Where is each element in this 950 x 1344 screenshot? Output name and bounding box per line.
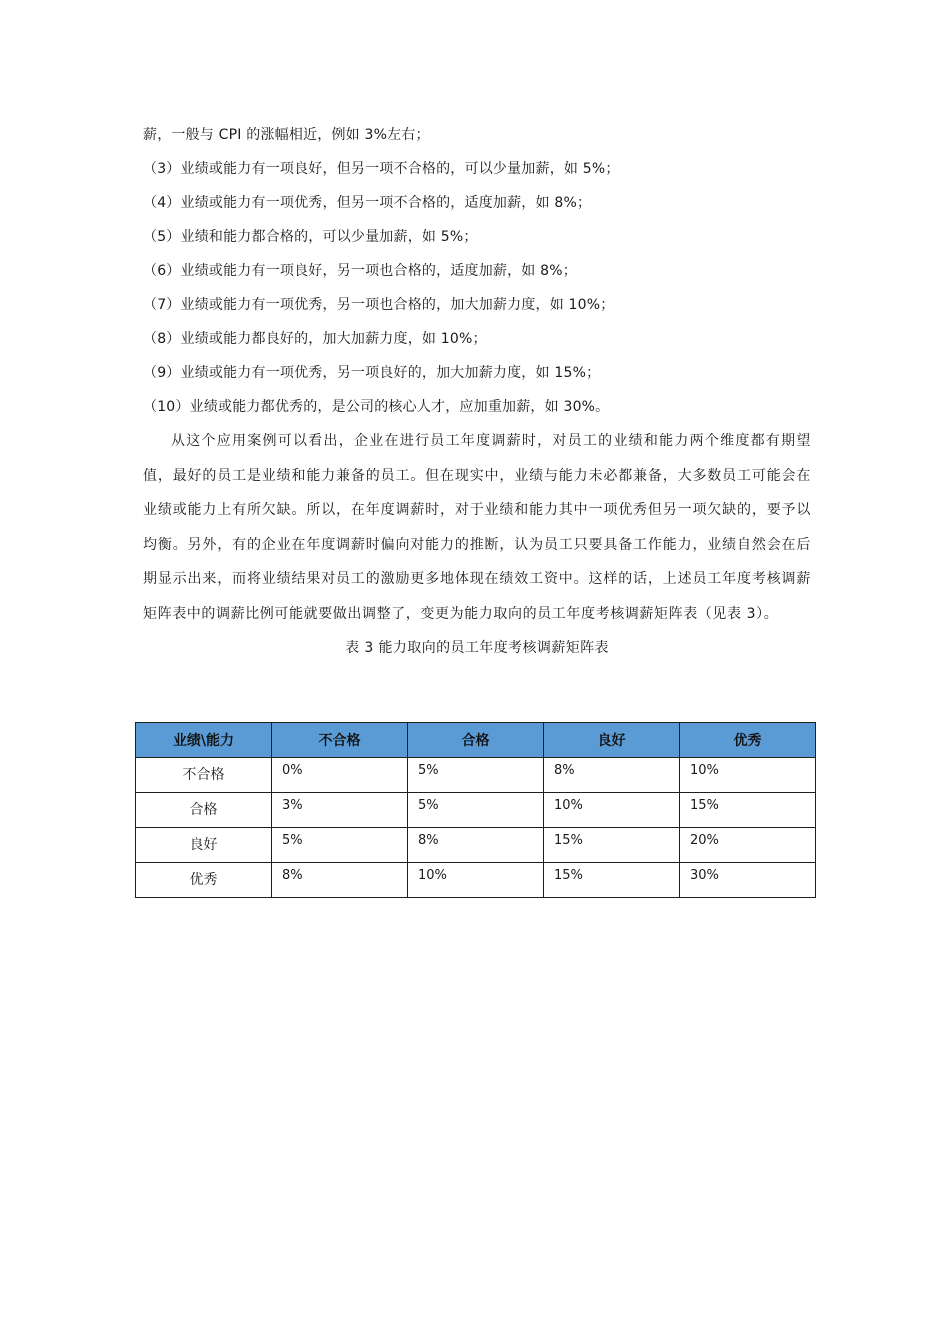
table-row [136, 863, 816, 898]
table-cell: 5% [408, 793, 544, 828]
table-cell: 8% [544, 758, 680, 793]
table-caption: 表 3 能力取向的员工年度考核调薪矩阵表 [345, 640, 609, 656]
header-cell-good: 良好 [544, 723, 680, 758]
analysis-paragraph: 从这个应用案例可以看出，企业在进行员工年度调薪时，对员工的业绩和能力两个维度都有期望值，最好的员工是业绩和能力兼备的员工。但在现实中，业绩与能力未必都兼备，大多数员工可能会在业绩或能力上有所欠缺。所以，在年度调薪时，对于业绩和能力其中一项优秀但另一项欠缺的，要予以均衡。另外，有的企业在年度调薪时偏向对能力的推断，认为员工只要具备工作能力，业绩自然会在后期显示出来，而将业绩结果对员工的激励更多地体现在绩效工资中。这样的话，上述员工年度考核调薪矩阵表中的调薪比例可能就要做出调整了，变更为能力取向的员工年度考核调薪矩阵表（见表 3）。 [143, 433, 811, 622]
list-item-5: （5）业绩和能力都合格的，可以少量加薪，如 5%； [143, 229, 478, 245]
table-row [136, 828, 816, 863]
header-cell-corner: 业绩\能力 [136, 723, 272, 758]
table-row [136, 758, 816, 793]
header-cell-unqualified: 不合格 [272, 723, 408, 758]
header-cell-excellent: 优秀 [680, 723, 816, 758]
list-item-9: （9）业绩或能力有一项优秀，另一项良好的，加大加薪力度，如 15%； [143, 365, 601, 381]
table-cell: 15% [544, 828, 680, 863]
table-cell: 20% [680, 828, 816, 863]
list-item-10: （10）业绩或能力都优秀的，是公司的核心人才，应加重加薪，如 30%。 [143, 399, 610, 415]
table-cell: 15% [544, 863, 680, 898]
row-label: 优秀 [136, 863, 272, 898]
list-item-7: （7）业绩或能力有一项优秀，另一项也合格的，加大加薪力度，如 10%； [143, 297, 615, 313]
list-item-8: （8）业绩或能力都良好的，加大加薪力度，如 10%； [143, 331, 487, 347]
body-text [143, 118, 811, 663]
row-label: 合格 [136, 793, 272, 828]
table-cell: 10% [544, 793, 680, 828]
table-cell: 0% [272, 758, 408, 793]
table-cell: 10% [680, 758, 816, 793]
table-row [136, 793, 816, 828]
table-cell: 15% [680, 793, 816, 828]
list-item-3: （3）业绩或能力有一项良好，但另一项不合格的，可以少量加薪，如 5%； [143, 161, 620, 177]
table-cell: 8% [272, 863, 408, 898]
table-header-row [136, 723, 816, 758]
table-cell: 30% [680, 863, 816, 898]
header-cell-qualified: 合格 [408, 723, 544, 758]
table-cell: 8% [408, 828, 544, 863]
row-label: 良好 [136, 828, 272, 863]
salary-adjustment-matrix [135, 722, 816, 898]
text-line-1: 薪，一般与 CPI 的涨幅相近，例如 3%左右； [143, 127, 430, 143]
table-cell: 5% [408, 758, 544, 793]
list-item-6: （6）业绩或能力有一项良好，另一项也合格的，适度加薪，如 8%； [143, 263, 577, 279]
table-cell: 10% [408, 863, 544, 898]
row-label: 不合格 [136, 758, 272, 793]
list-item-4: （4）业绩或能力有一项优秀，但另一项不合格的，适度加薪，如 8%； [143, 195, 592, 211]
table-cell: 5% [272, 828, 408, 863]
table-cell: 3% [272, 793, 408, 828]
